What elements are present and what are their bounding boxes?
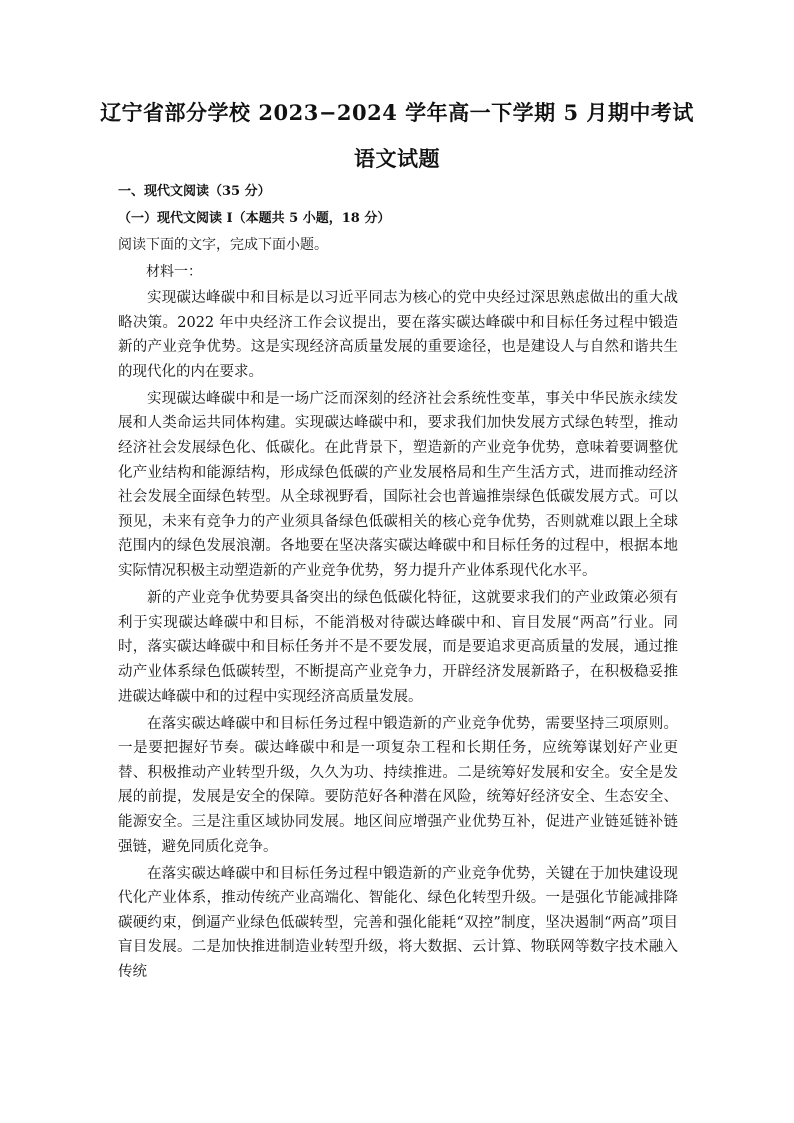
document-subtitle: 语文试题 xyxy=(354,146,440,171)
instruction-text: 阅读下面的文字，完成下面小题。 xyxy=(118,237,328,253)
section-heading: 一、现代文阅读（35 分） xyxy=(118,184,271,199)
passage-body xyxy=(118,286,678,987)
paragraph: 在落实碳达峰碳中和目标任务过程中锻造新的产业竞争优势，关键在于加快建设现代化产业体系，推动传统产业高端化、智能化、绿色化转型升级。一是强化节能减排降碳硬约束，倒逼产业绿色低碳转型，完善和强化能耗“双控”制度，坚决遏制“两高”项目盲目发展。二是加快推进制造业转型升级，将大数据、云计算、物联网等数字技术融入传统 xyxy=(118,865,678,981)
paragraph: 实现碳达峰碳中和是一场广泛而深刻的经济社会系统性变革，事关中华民族永续发展和人类命运共同体构建。实现碳达峰碳中和，要求我们加快发展方式绿色转型，推动经济社会发展绿色化、低碳化。在此背景下，塑造新的产业竞争优势，意味着要调整优化产业结构和能源结构，形成绿色低碳的产业发展格局和生产生活方式，进而推动经济社会发展全面绿色转型。从全球视野看，国际社会也普遍推崇绿色低碳发展方式。可以预见，未来有竞争力的产业须具备绿色低碳相关的核心竞争优势，否则就难以跟上全球范围内的绿色发展浪潮。各地要在坚决落实碳达峰碳中和目标任务的过程中，根据本地实际情况积极主动塑造新的产业竞争优势，努力提升产业体系现代化水平。 xyxy=(118,390,678,580)
paragraph: 实现碳达峰碳中和目标是以习近平同志为核心的党中央经过深思熟虑做出的重大战略决策。2022 年中央经济工作会议提出，要在落实碳达峰碳中和目标任务过程中锻造新的产业竞争优势。这是实现经济高质量发展的重要途径，也是建设人与自然和谐共生的现代化的内在要求。 xyxy=(118,290,678,380)
subsection-heading: （一）现代文阅读 I（本题共 5 小题，18 分） xyxy=(118,211,391,226)
material-label: 材料一： xyxy=(146,264,202,280)
paragraph: 新的产业竞争优势要具备突出的绿色低碳化特征，这就要求我们的产业政策必须有利于实现碳达峰碳中和目标，不能消极对待碳达峰碳中和、盲目发展“两高”行业。同时，落实碳达峰碳中和目标任务并不是不要发展，而是要追求更高质量的发展，通过推动产业体系绿色低碳转型，不断提高产业竞争力，开辟经济发展新路子，在积极稳妥推进碳达峰碳中和的过程中实现经济高质量发展。 xyxy=(118,590,678,705)
paragraph: 在落实碳达峰碳中和目标任务过程中锻造新的产业竞争优势，需要坚持三项原则。一是要把握好节奏。碳达峰碳中和是一项复杂工程和长期任务，应统筹谋划好产业更替、积极推动产业转型升级，久久为功、持续推进。二是统筹好发展和安全。安全是发展的前提，发展是安全的保障。要防范好各种潜在风险，统筹好经济安全、生态安全、能源安全。三是注重区域协同发展。地区间应增强产业优势互补，促进产业链延链补链强链，避免同质化竞争。 xyxy=(118,715,678,855)
document-title: 辽宁省部分学校 2023−2024 学年高一下学期 5 月期中考试 xyxy=(100,100,694,125)
